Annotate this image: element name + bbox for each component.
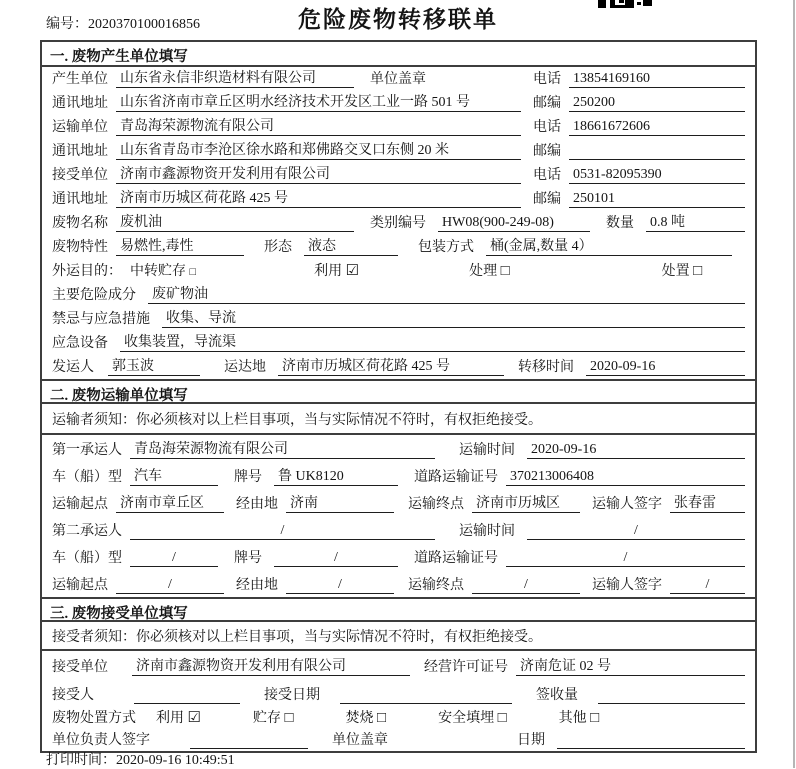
checkbox-landfill: 安全填埋 □	[438, 710, 507, 726]
accept-unit-label: 接受单位	[52, 660, 108, 675]
checkbox-icon: □	[590, 710, 600, 726]
vehicle1-plate-label: 牌号	[234, 470, 262, 485]
producer-row	[42, 67, 755, 91]
waste-name-label: 废物名称	[52, 216, 108, 231]
route2-via-value: /	[286, 577, 394, 594]
qr-code-fragment-icon	[598, 0, 652, 9]
carrier1-time-value: 2020-09-16	[527, 442, 745, 459]
producer-addr-row	[42, 91, 755, 115]
checkbox-transfer-storage: 中转贮存 □	[130, 264, 197, 279]
purpose-row	[42, 259, 755, 283]
waste-name-row	[42, 211, 755, 235]
vehicle2-plate-label: 牌号	[234, 551, 262, 566]
checkbox-checked-icon: ☑	[345, 263, 360, 279]
license-label: 经营许可证号	[424, 660, 508, 675]
carrier2-time-value: /	[527, 523, 745, 540]
producer-value: 山东省永信非织造材料有限公司	[116, 67, 354, 88]
sign-date-label: 日期	[517, 733, 545, 748]
print-time	[46, 749, 235, 769]
doc-number-label: 编号：	[46, 17, 88, 32]
transfer-time-label: 转移时间	[518, 360, 574, 375]
disposal-row	[42, 707, 755, 730]
responsible-sign-label: 单位负责人签字	[52, 733, 150, 748]
checkbox-icon: □	[693, 263, 703, 279]
purpose-label: 外运目的：	[52, 264, 122, 279]
transporter-tel-label: 电话	[533, 120, 561, 135]
vehicle1-type-value: 汽车	[130, 465, 218, 486]
receiver-value: 济南市鑫源物资开发利用有限公司	[116, 163, 521, 184]
accept-date-label: 接受日期	[264, 688, 320, 703]
vehicle1-plate-value: 鲁 UK8120	[274, 465, 398, 486]
waste-char-value: 易燃性,毒性	[116, 235, 244, 256]
checkbox-utilize: 利用 ☑	[314, 263, 360, 279]
receipt-qty-label: 签收量	[536, 688, 578, 703]
transporter-addr-value: 山东省青岛市李沧区徐水路和郑佛路交叉口东侧 20 米	[116, 139, 521, 160]
producer-label: 产生单位	[52, 72, 108, 87]
transporter-zip-value	[569, 159, 745, 160]
acceptor-value	[134, 703, 240, 704]
transporter-row	[42, 115, 755, 139]
vehicle2-plate-value: /	[274, 550, 398, 567]
carrier2-row	[42, 516, 755, 543]
checkbox-dispose: 处置 □	[661, 263, 703, 279]
carrier2-label: 第二承运人	[52, 524, 122, 539]
destination-label: 运达地	[224, 360, 266, 375]
receiver-zip-value: 250101	[569, 191, 745, 208]
hazard-row	[42, 283, 755, 307]
transporter-zip-label: 邮编	[533, 144, 561, 159]
vehicle1-permit-label: 道路运输证号	[414, 470, 498, 485]
carrier1-time-label: 运输时间	[459, 443, 515, 458]
waste-form-label: 形态	[264, 240, 292, 255]
signature-row	[42, 730, 755, 751]
route2-start-label: 运输起点	[52, 578, 108, 593]
unit-seal-label: 单位盖章	[332, 733, 388, 748]
route1-via-value: 济南	[286, 492, 394, 513]
route2-end-value: /	[472, 577, 580, 594]
waste-char-row	[42, 235, 755, 259]
waste-char-label: 废物特性	[52, 240, 108, 255]
dispatch-row	[42, 355, 755, 379]
acceptance-row	[42, 679, 755, 707]
transporter-label: 运输单位	[52, 120, 108, 135]
route2-via-label: 经由地	[236, 578, 278, 593]
producer-addr-label: 通讯地址	[52, 96, 108, 111]
waste-code-value: HW08(900-249-08)	[438, 215, 590, 232]
receiver-notice: 接受者须知：你必须核对以上栏目事项，当与实际情况不符时，有权拒绝接受。	[42, 622, 755, 651]
route1-end-value: 济南市历城区	[472, 492, 580, 513]
route2-sign-value: /	[670, 577, 745, 594]
receiver-addr-row	[42, 187, 755, 211]
route1-sign-value: 张春雷	[670, 492, 745, 513]
producer-zip-label: 邮编	[533, 96, 561, 111]
receiver-tel-label: 电话	[533, 168, 561, 183]
vehicle1-type-label: 车（船）型	[52, 470, 122, 485]
document-header	[0, 0, 796, 40]
transporter-addr-label: 通讯地址	[52, 144, 108, 159]
route2-start-value: /	[116, 577, 224, 594]
checkbox-checked-icon: ☑	[187, 710, 201, 726]
checkbox-icon: □	[284, 710, 294, 726]
waste-code-label: 类别编号	[370, 216, 426, 231]
checkbox-storage: 贮存 □	[252, 710, 294, 726]
route1-via-label: 经由地	[236, 497, 278, 512]
vehicle1-permit-value: 370213006408	[506, 469, 745, 486]
equipment-label: 应急设备	[52, 336, 108, 351]
receiver-label: 接受单位	[52, 168, 108, 183]
section2-title: 二. 废物运输单位填写	[42, 379, 755, 404]
route2-end-label: 运输终点	[408, 578, 464, 593]
page-edge-divider	[793, 0, 795, 768]
accept-unit-value: 济南市鑫源物资开发利用有限公司	[132, 655, 410, 676]
transporter-value: 青岛海荣源物流有限公司	[116, 115, 521, 136]
destination-value: 济南市历城区荷花路 425 号	[278, 355, 504, 376]
vehicle1-row	[42, 462, 755, 489]
section1-title: 一. 废物产生单位填写	[42, 42, 755, 67]
vehicle2-permit-value: /	[506, 550, 745, 567]
checkbox-icon: □	[377, 710, 387, 726]
sign-date-value	[557, 748, 745, 749]
route1-end-label: 运输终点	[408, 497, 464, 512]
dispatcher-label: 发运人	[52, 360, 94, 375]
doc-number-value: 2020370100016856	[88, 17, 200, 32]
carrier2-value: /	[130, 523, 435, 540]
transfer-manifest-form	[40, 40, 757, 753]
route1-start-label: 运输起点	[52, 497, 108, 512]
checkbox-incinerate: 焚烧 □	[345, 710, 387, 726]
waste-qty-label: 数量	[606, 216, 634, 231]
transporter-addr-row	[42, 139, 755, 163]
checkbox-icon: □	[500, 263, 510, 279]
route2-row	[42, 570, 755, 597]
dispatcher-value: 郭玉波	[108, 355, 200, 376]
waste-pack-label: 包装方式	[418, 240, 474, 255]
producer-zip-value: 250200	[569, 95, 745, 112]
route1-sign-label: 运输人签字	[592, 497, 662, 512]
transporter-tel-value: 18661672606	[569, 119, 745, 136]
taboo-row	[42, 307, 755, 331]
route1-row	[42, 489, 755, 516]
vehicle2-row	[42, 543, 755, 570]
carrier2-time-label: 运输时间	[459, 524, 515, 539]
accept-date-value	[340, 703, 512, 704]
section3-title: 三. 废物接受单位填写	[42, 597, 755, 622]
waste-name-value: 废机油	[116, 211, 354, 232]
checkbox-icon: □	[189, 266, 197, 278]
waste-form-value: 液态	[304, 235, 398, 256]
checkbox-icon: □	[497, 710, 507, 726]
receiver-addr-value: 济南市历城区荷花路 425 号	[116, 187, 521, 208]
receiver-zip-label: 邮编	[533, 192, 561, 207]
transfer-time-value: 2020-09-16	[586, 359, 745, 376]
carrier1-label: 第一承运人	[52, 443, 122, 458]
print-time-label: 打印时间：	[46, 753, 116, 768]
license-value: 济南危证 02 号	[516, 655, 745, 676]
producer-tel-value: 13854169160	[569, 71, 745, 88]
transporter-notice: 运输者须知：你必须核对以上栏目事项，当与实际情况不符时，有权拒绝接受。	[42, 404, 755, 435]
vehicle2-type-value: /	[130, 550, 218, 567]
producer-tel-label: 电话	[533, 72, 561, 87]
producer-addr-value: 山东省济南市章丘区明水经济技术开发区工业一路 501 号	[116, 91, 521, 112]
carrier1-value: 青岛海荣源物流有限公司	[130, 438, 435, 459]
page-title: 危险废物转移联单	[298, 7, 498, 32]
vehicle2-permit-label: 道路运输证号	[414, 551, 498, 566]
checkbox-treat: 处理 □	[469, 263, 510, 279]
equipment-row	[42, 331, 755, 355]
receiver-row	[42, 163, 755, 187]
vehicle2-type-label: 车（船）型	[52, 551, 122, 566]
accept-unit-row	[42, 651, 755, 679]
disposal-label: 废物处置方式	[52, 711, 136, 726]
taboo-label: 禁忌与应急措施	[52, 312, 150, 327]
equipment-value: 收集装置，导流渠	[120, 331, 745, 352]
producer-seal-label: 单位盖章	[370, 72, 426, 87]
route1-start-value: 济南市章丘区	[116, 492, 224, 513]
taboo-value: 收集、导流	[162, 307, 745, 328]
receiver-tel-value: 0531-82095390	[569, 167, 745, 184]
checkbox-disposal-utilize: 利用 ☑	[156, 710, 201, 726]
route2-sign-label: 运输人签字	[592, 578, 662, 593]
print-time-value: 2020-09-16 10:49:51	[116, 753, 235, 768]
hazard-value: 废矿物油	[148, 283, 745, 304]
checkbox-other: 其他 □	[558, 710, 600, 726]
receiver-addr-label: 通讯地址	[52, 192, 108, 207]
waste-pack-value: 桶(金属,数量 4）	[486, 235, 732, 256]
acceptor-label: 接受人	[52, 688, 94, 703]
hazard-label: 主要危险成分	[52, 288, 136, 303]
waste-qty-value: 0.8 吨	[646, 211, 745, 232]
receipt-qty-value	[598, 703, 745, 704]
carrier1-row	[42, 435, 755, 462]
